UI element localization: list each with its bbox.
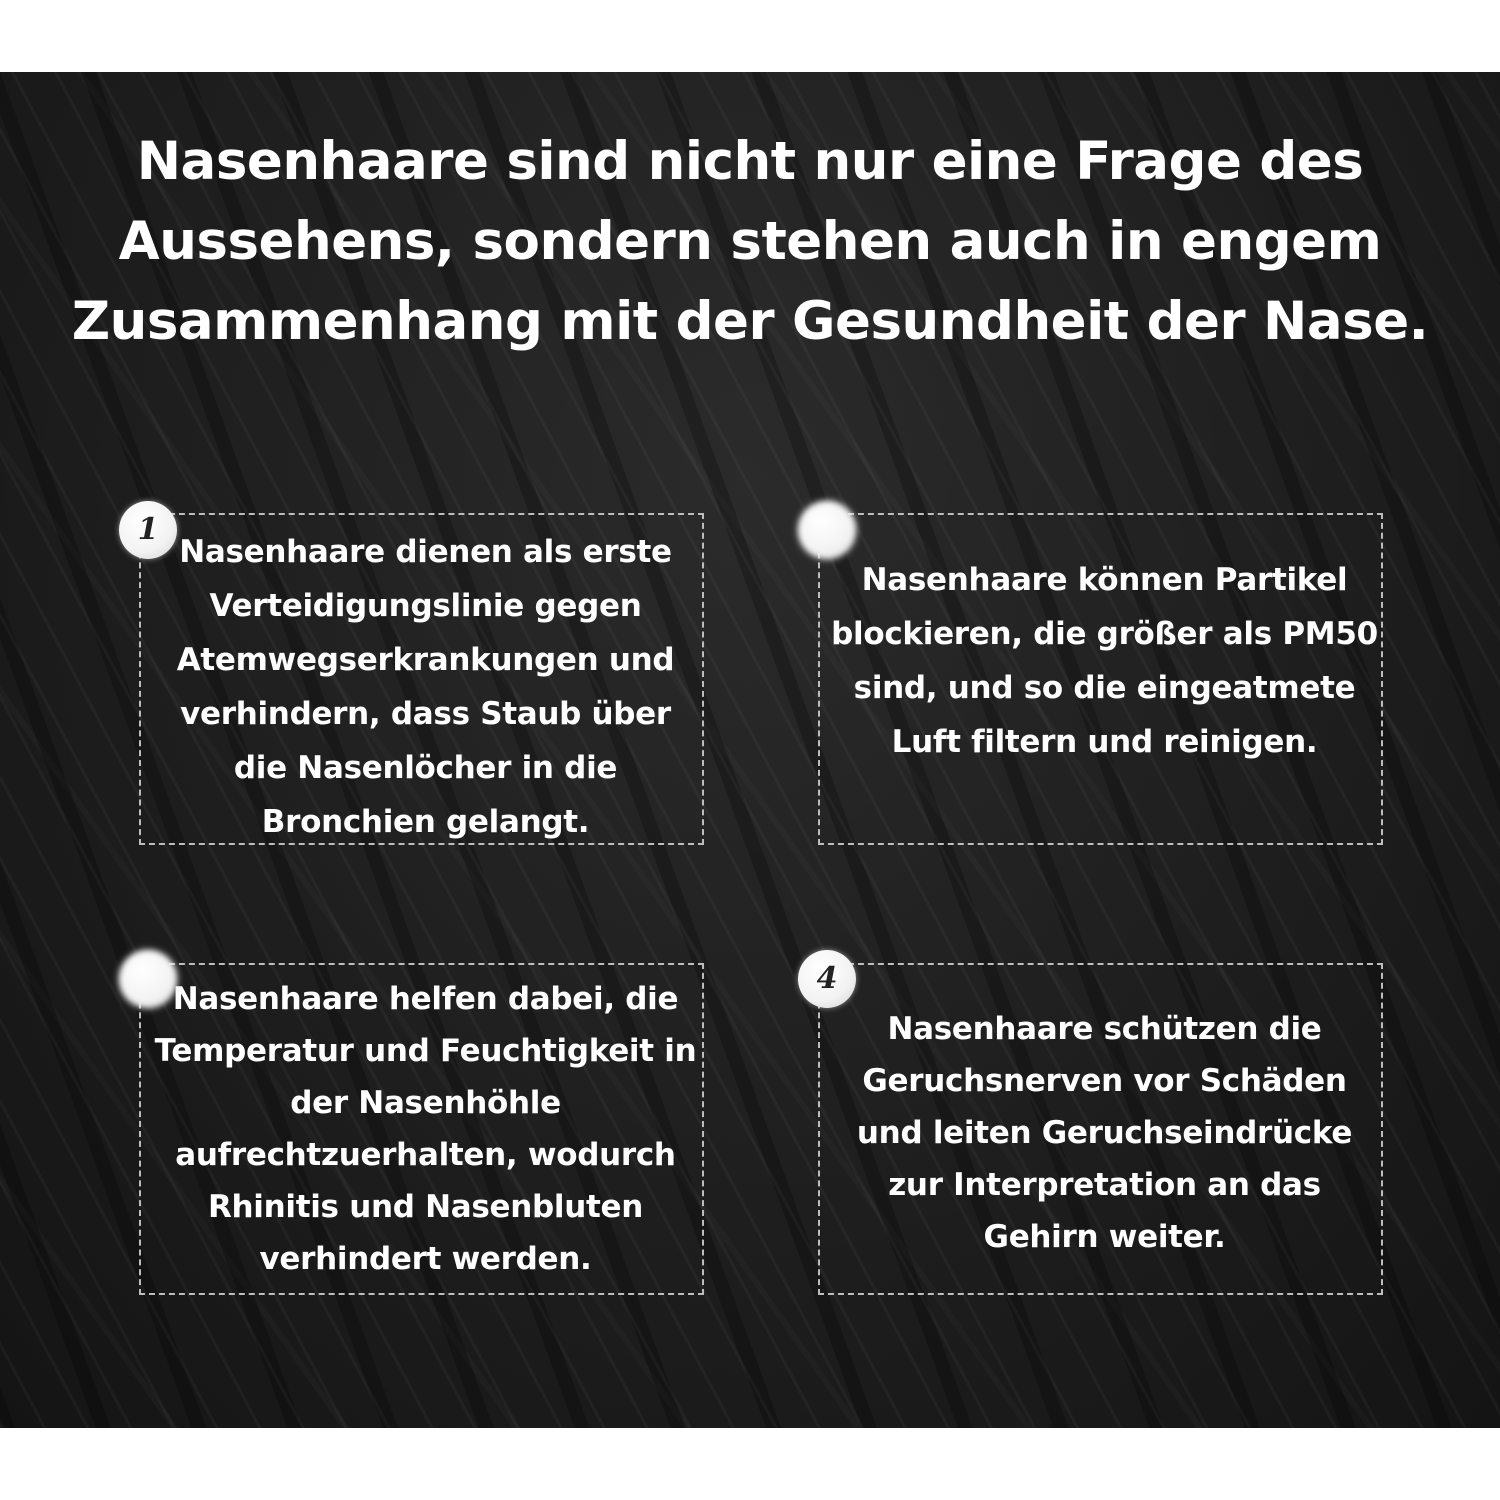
info-card-2 xyxy=(818,513,1383,845)
info-card-4 xyxy=(818,963,1383,1295)
info-card-4-text: Nasenhaare schützen die Geruchsnerven vor Schäden und leiten Geruchseindrücke zur Interpretation an das Gehirn weiter. xyxy=(856,1011,1353,1255)
info-panel xyxy=(0,72,1500,1428)
headline: Nasenhaare sind nicht nur eine Frage des Aussehens, sondern stehen auch in engem Zusammenhang mit der Gesundheit der Nase. xyxy=(71,131,1429,352)
number-badge-3 xyxy=(119,950,177,1008)
number-badge-1: 1 xyxy=(119,501,177,559)
number-badge-4: 4 xyxy=(798,950,856,1008)
info-card-1-text: Nasenhaare dienen als erste Verteidigungslinie gegen Atemwegserkrankungen und verhindern, dass Staub über die Nasenlöcher in die Bronchien gelangt. xyxy=(176,534,675,840)
info-card-2-text: Nasenhaare können Partikel blockieren, die größer als PM50 sind, und so die eingeatmete Luft filtern und reinigen. xyxy=(831,562,1378,760)
info-card-3 xyxy=(139,963,704,1295)
info-card-3-text: Nasenhaare helfen dabei, die Temperatur und Feuchtigkeit in der Nasenhöhle aufrechtzuerhalten, wodurch Rhinitis und Nasenbluten verhindert werden. xyxy=(154,981,697,1277)
number-badge-2 xyxy=(798,501,856,559)
info-card-1 xyxy=(139,513,704,845)
